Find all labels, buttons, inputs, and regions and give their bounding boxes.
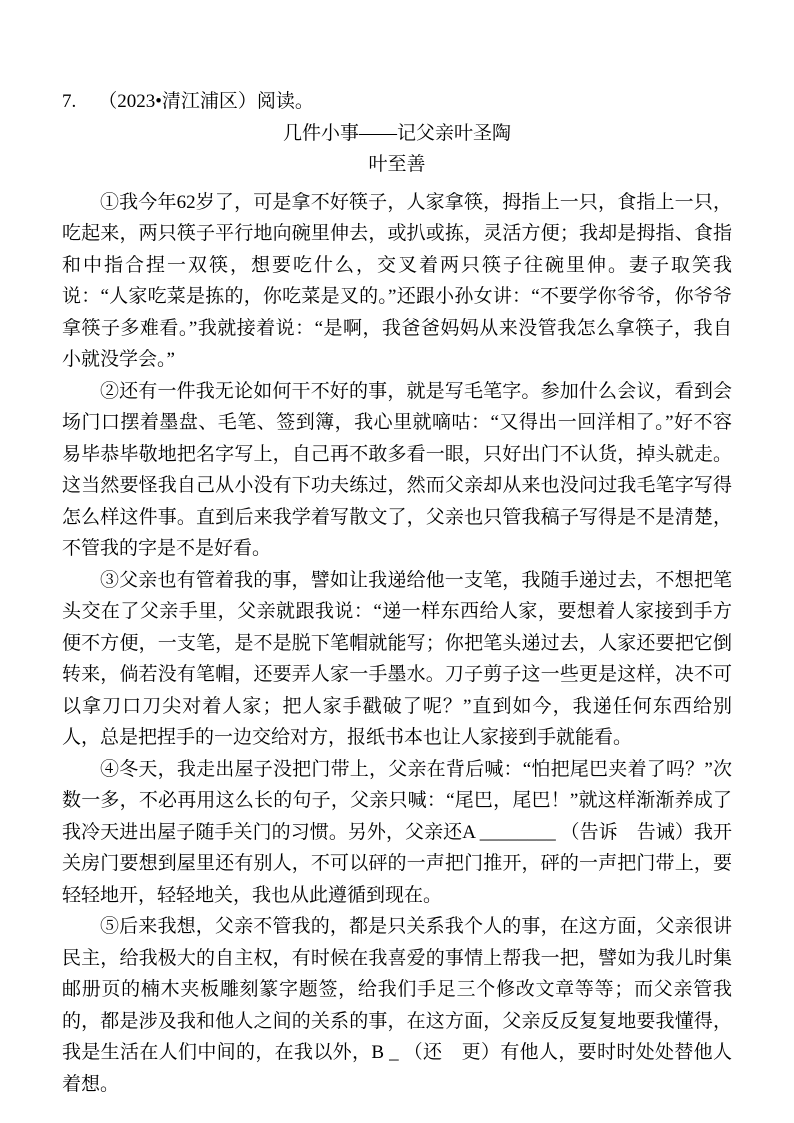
passage-author: 叶至善 (368, 154, 426, 175)
paragraph-2: ②还有一件我无论如何干不好的事，就是写毛笔字。参加什么会议，看到会场门口摆着墨盘、毛笔、签到簿，我心里就嘀咕：“又得出一回洋相了。”好不容易毕恭毕敬地把名字写上，自己再不敢多看一眼，只好出门不认货，掉头就走。这当然要怪我自己从小没有下功夫练过，然而父亲却从来也没问过我毛笔字写得怎么样这件事。直到后来我学着写散文了，父亲也只管我稿子写得是不是清楚，不管我的字是不是好看。 (62, 380, 732, 559)
paragraph-1: ①我今年62岁了，可是拿不好筷子，人家拿筷，拇指上一只，食指上一只，吃起来，两只筷子平行地向碗里伸去，或扒或拣，灵活方便；我却是拇指、食指和中指合捏一双筷，想要吃什么，交叉着两只筷子往碗里伸。妻子取笑我说：“人家吃菜是拣的，你吃菜是叉的。”还跟小孙女讲：“不要学你爷爷，你爷爷拿筷子多难看。”我就接着说：“是啊，我爸爸妈妈从来没管我怎么拿筷子，我自小就没学会。” (62, 191, 732, 370)
paragraph-4: ④冬天，我走出屋子没把门带上，父亲在背后喊：“怕把尾巴夹着了吗？”次数一多，不必再用这么长的句子，父亲只喊：“尾巴，尾巴！”就这样渐渐养成了我冷天进出屋子随手关门的习惯。另外，父亲还A ________ （告诉 告诫）我开关房门要想到屋里还有别人，不可以砰的一声把门推开，砰的一声把门带上，要轻轻地开，轻轻地关，我也从此遵循到现在。 (62, 758, 732, 906)
question-header (62, 86, 732, 118)
question-source: （2023•清江浦区）阅读。 (98, 91, 314, 112)
passage-title: 几件小事——记父亲叶圣陶 (282, 122, 511, 144)
paragraph-3: ③父亲也有管着我的事，譬如让我递给他一支笔，我随手递过去，不想把笔头交在了父亲手里，父亲就跟我说：“递一样东西给人家，要想着人家接到手方便不方便，一支笔，是不是脱下笔帽就能写；你把笔头递过去，人家还要把它倒转来，倘若没有笔帽，还要弄人家一手墨水。刀子剪子这一些更是这样，决不可以拿刀口刀尖对着人家；把人家手戳破了呢？”直到如今，我递任何东西给别人，总是把捏手的一边交给对方，报纸书本也让人家接到手就能看。 (62, 569, 732, 748)
question-number: 7. (62, 91, 77, 112)
paragraph-5: ⑤后来我想，父亲不管我的，都是只关系我个人的事，在这方面，父亲很讲民主，给我极大的自主权，有时候在我喜爱的事情上帮我一把，譬如为我儿时集邮册页的楠木夹板雕刻篆字题签，给我们手足三个修改文章等等；而父亲管我的，都是涉及我和他人之间的关系的事，在这方面，父亲反反复复地要我懂得，我是生活在人们中间的，在我以外，B _ （还 更）有他人，要时时处处替他人着想。 (62, 916, 732, 1095)
